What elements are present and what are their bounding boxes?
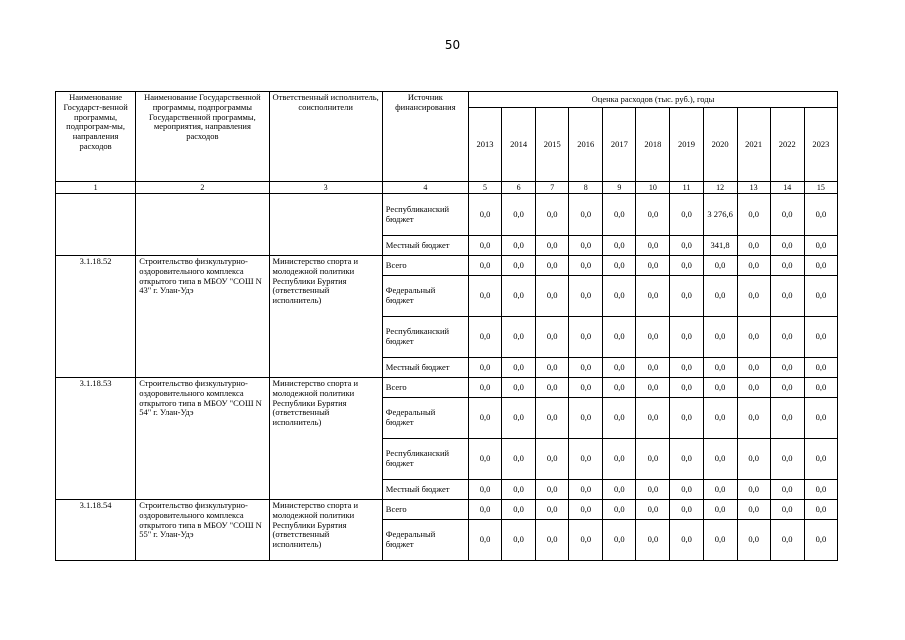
- value-cell: 0,0: [569, 480, 603, 500]
- row-source: Республиканский бюджет: [382, 439, 468, 480]
- value-cell: 0,0: [703, 398, 737, 439]
- header-year: 2015: [536, 108, 569, 182]
- value-cell: 0,0: [670, 378, 703, 398]
- header-year: 2021: [737, 108, 770, 182]
- row-name: Строительство физкультурно-оздоровительного комплекса открытого типа в МБОУ "СОШ N 54" г. Улан-Удэ: [136, 378, 269, 500]
- value-cell: 0,0: [804, 256, 837, 276]
- value-cell: 0,0: [502, 236, 536, 256]
- value-cell: 0,0: [502, 194, 536, 236]
- value-cell: 0,0: [569, 256, 603, 276]
- value-cell: 0,0: [569, 358, 603, 378]
- header-name: Наименование Государственной программы, подпрограммы Государственной программы, мероприятия, направления расходов: [136, 92, 269, 182]
- row-source: Республиканский бюджет: [382, 317, 468, 358]
- column-number: 4: [382, 182, 468, 194]
- row-code: 3.1.18.52: [56, 256, 136, 378]
- value-cell: 0,0: [536, 378, 569, 398]
- row-name: Строительство физкультурно-оздоровительного комплекса открытого типа в МБОУ "СОШ N 43" г. Улан-Удэ: [136, 256, 269, 378]
- value-cell: 0,0: [670, 358, 703, 378]
- value-cell: 0,0: [603, 500, 636, 520]
- column-number: 13: [737, 182, 770, 194]
- value-cell: 0,0: [770, 194, 804, 236]
- value-cell: 0,0: [804, 358, 837, 378]
- value-cell: 0,0: [670, 480, 703, 500]
- value-cell: 0,0: [804, 378, 837, 398]
- value-cell: 0,0: [502, 500, 536, 520]
- value-cell: 0,0: [469, 256, 502, 276]
- value-cell: 0,0: [670, 520, 703, 561]
- value-cell: 0,0: [636, 439, 670, 480]
- value-cell: 0,0: [569, 317, 603, 358]
- value-cell: 0,0: [703, 358, 737, 378]
- value-cell: 0,0: [703, 480, 737, 500]
- table-body: [56, 92, 838, 561]
- column-number: 14: [770, 182, 804, 194]
- value-cell: 0,0: [569, 439, 603, 480]
- header-year: 2022: [770, 108, 804, 182]
- value-cell: 0,0: [502, 439, 536, 480]
- value-cell: 0,0: [770, 236, 804, 256]
- value-cell: 0,0: [603, 317, 636, 358]
- value-cell: 0,0: [737, 256, 770, 276]
- value-cell: 0,0: [770, 500, 804, 520]
- value-cell: 0,0: [469, 520, 502, 561]
- value-cell: 0,0: [502, 398, 536, 439]
- value-cell: 0,0: [770, 358, 804, 378]
- value-cell: 0,0: [603, 520, 636, 561]
- value-cell: 0,0: [569, 276, 603, 317]
- row-source: Федеральный бюджет: [382, 520, 468, 561]
- column-number: 9: [603, 182, 636, 194]
- value-cell: 0,0: [737, 358, 770, 378]
- value-cell: 0,0: [636, 500, 670, 520]
- column-number: 12: [703, 182, 737, 194]
- row-source: Всего: [382, 378, 468, 398]
- value-cell: 0,0: [737, 378, 770, 398]
- column-number: 6: [502, 182, 536, 194]
- value-cell: 0,0: [737, 520, 770, 561]
- value-cell: 0,0: [770, 317, 804, 358]
- value-cell: 0,0: [502, 317, 536, 358]
- row-source: Местный бюджет: [382, 358, 468, 378]
- value-cell: 0,0: [569, 378, 603, 398]
- value-cell: 0,0: [636, 317, 670, 358]
- value-cell: 0,0: [636, 194, 670, 236]
- value-cell: 0,0: [770, 520, 804, 561]
- value-cell: 0,0: [469, 317, 502, 358]
- budget-table: [55, 91, 838, 561]
- value-cell: 0,0: [670, 256, 703, 276]
- value-cell: 0,0: [536, 236, 569, 256]
- value-cell: 0,0: [603, 194, 636, 236]
- value-cell: 0,0: [703, 378, 737, 398]
- value-cell: 0,0: [804, 236, 837, 256]
- value-cell: 0,0: [770, 378, 804, 398]
- value-cell: 0,0: [536, 500, 569, 520]
- value-cell: 0,0: [469, 439, 502, 480]
- column-number: 2: [136, 182, 269, 194]
- value-cell: 0,0: [636, 358, 670, 378]
- row-source: Федеральный бюджет: [382, 398, 468, 439]
- page-number: 50: [444, 38, 461, 52]
- value-cell: 3 276,6: [703, 194, 737, 236]
- value-cell: 0,0: [469, 236, 502, 256]
- row-source: Местный бюджет: [382, 480, 468, 500]
- value-cell: 0,0: [603, 358, 636, 378]
- value-cell: 0,0: [636, 256, 670, 276]
- value-cell: 341,8: [703, 236, 737, 256]
- value-cell: 0,0: [603, 236, 636, 256]
- value-cell: 0,0: [636, 236, 670, 256]
- value-cell: 0,0: [670, 236, 703, 256]
- header-source: Источник финансирования: [382, 92, 468, 182]
- value-cell: 0,0: [737, 317, 770, 358]
- value-cell: 0,0: [569, 520, 603, 561]
- value-cell: 0,0: [603, 276, 636, 317]
- value-cell: 0,0: [770, 276, 804, 317]
- value-cell: 0,0: [636, 480, 670, 500]
- value-cell: 0,0: [536, 439, 569, 480]
- table-row: [56, 378, 838, 398]
- value-cell: 0,0: [636, 276, 670, 317]
- header-estimate: Оценка расходов (тыс. руб.), годы: [469, 92, 838, 108]
- header-year: 2017: [603, 108, 636, 182]
- value-cell: 0,0: [804, 194, 837, 236]
- value-cell: 0,0: [569, 500, 603, 520]
- column-number: 8: [569, 182, 603, 194]
- value-cell: 0,0: [603, 256, 636, 276]
- value-cell: 0,0: [670, 276, 703, 317]
- value-cell: 0,0: [603, 378, 636, 398]
- value-cell: 0,0: [536, 317, 569, 358]
- value-cell: 0,0: [569, 398, 603, 439]
- value-cell: 0,0: [536, 256, 569, 276]
- value-cell: 0,0: [536, 480, 569, 500]
- value-cell: 0,0: [737, 276, 770, 317]
- value-cell: 0,0: [636, 378, 670, 398]
- value-cell: 0,0: [804, 480, 837, 500]
- value-cell: 0,0: [703, 256, 737, 276]
- value-cell: 0,0: [469, 276, 502, 317]
- row-source: Местный бюджет: [382, 236, 468, 256]
- value-cell: 0,0: [569, 194, 603, 236]
- value-cell: 0,0: [804, 317, 837, 358]
- row-source: Всего: [382, 256, 468, 276]
- value-cell: 0,0: [502, 358, 536, 378]
- value-cell: 0,0: [703, 317, 737, 358]
- column-number: 5: [469, 182, 502, 194]
- value-cell: 0,0: [569, 236, 603, 256]
- row-code: [56, 194, 136, 256]
- value-cell: 0,0: [469, 194, 502, 236]
- value-cell: 0,0: [737, 194, 770, 236]
- value-cell: 0,0: [804, 276, 837, 317]
- column-number: 15: [804, 182, 837, 194]
- value-cell: 0,0: [804, 439, 837, 480]
- column-number: 7: [536, 182, 569, 194]
- row-code: 3.1.18.54: [56, 500, 136, 561]
- header-program: Наименование Государст-венной программы, подпрограм-мы, направления расходов: [56, 92, 136, 182]
- row-executor: Министерство спорта и молодежной политики Республики Бурятия (ответственный исполнитель): [269, 256, 382, 378]
- value-cell: 0,0: [670, 439, 703, 480]
- value-cell: 0,0: [703, 276, 737, 317]
- value-cell: 0,0: [536, 358, 569, 378]
- value-cell: 0,0: [670, 194, 703, 236]
- value-cell: 0,0: [469, 500, 502, 520]
- header-year: 2018: [636, 108, 670, 182]
- value-cell: 0,0: [804, 398, 837, 439]
- value-cell: 0,0: [502, 520, 536, 561]
- value-cell: 0,0: [737, 439, 770, 480]
- value-cell: 0,0: [469, 398, 502, 439]
- value-cell: 0,0: [603, 398, 636, 439]
- value-cell: 0,0: [603, 480, 636, 500]
- value-cell: 0,0: [770, 256, 804, 276]
- value-cell: 0,0: [502, 480, 536, 500]
- table-row: [56, 256, 838, 276]
- value-cell: 0,0: [636, 520, 670, 561]
- value-cell: 0,0: [737, 236, 770, 256]
- header-year: 2023: [804, 108, 837, 182]
- value-cell: 0,0: [469, 358, 502, 378]
- row-name: [136, 194, 269, 256]
- value-cell: 0,0: [737, 500, 770, 520]
- value-cell: 0,0: [502, 378, 536, 398]
- column-numbers-row: [56, 182, 838, 194]
- value-cell: 0,0: [469, 480, 502, 500]
- header-year: 2014: [502, 108, 536, 182]
- column-number: 3: [269, 182, 382, 194]
- value-cell: 0,0: [703, 500, 737, 520]
- value-cell: 0,0: [703, 439, 737, 480]
- row-executor: Министерство спорта и молодежной политики Республики Бурятия (ответственный исполнитель): [269, 378, 382, 500]
- value-cell: 0,0: [536, 276, 569, 317]
- row-source: Республиканский бюджет: [382, 194, 468, 236]
- row-source: Федеральный бюджет: [382, 276, 468, 317]
- header-row: [56, 92, 838, 108]
- value-cell: 0,0: [636, 398, 670, 439]
- header-executor: Ответственный исполнитель, соисполнители: [269, 92, 382, 182]
- value-cell: 0,0: [502, 276, 536, 317]
- column-number: 11: [670, 182, 703, 194]
- value-cell: 0,0: [703, 520, 737, 561]
- header-year: 2019: [670, 108, 703, 182]
- value-cell: 0,0: [469, 378, 502, 398]
- header-year: 2020: [703, 108, 737, 182]
- table-row: [56, 500, 838, 520]
- column-number: 10: [636, 182, 670, 194]
- value-cell: 0,0: [770, 480, 804, 500]
- value-cell: 0,0: [670, 500, 703, 520]
- value-cell: 0,0: [804, 520, 837, 561]
- value-cell: 0,0: [804, 500, 837, 520]
- value-cell: 0,0: [737, 398, 770, 439]
- value-cell: 0,0: [770, 439, 804, 480]
- value-cell: 0,0: [536, 520, 569, 561]
- value-cell: 0,0: [536, 398, 569, 439]
- row-name: Строительство физкультурно-оздоровительного комплекса открытого типа в МБОУ "СОШ N 55" г. Улан-Удэ: [136, 500, 269, 561]
- column-number: 1: [56, 182, 136, 194]
- value-cell: 0,0: [603, 439, 636, 480]
- row-source: Всего: [382, 500, 468, 520]
- row-executor: [269, 194, 382, 256]
- value-cell: 0,0: [770, 398, 804, 439]
- header-year: 2016: [569, 108, 603, 182]
- row-code: 3.1.18.53: [56, 378, 136, 500]
- value-cell: 0,0: [536, 194, 569, 236]
- value-cell: 0,0: [670, 317, 703, 358]
- value-cell: 0,0: [502, 256, 536, 276]
- value-cell: 0,0: [670, 398, 703, 439]
- header-year: 2013: [469, 108, 502, 182]
- value-cell: 0,0: [737, 480, 770, 500]
- table-row: [56, 194, 838, 236]
- row-executor: Министерство спорта и молодежной политики Республики Бурятия (ответственный исполнитель): [269, 500, 382, 561]
